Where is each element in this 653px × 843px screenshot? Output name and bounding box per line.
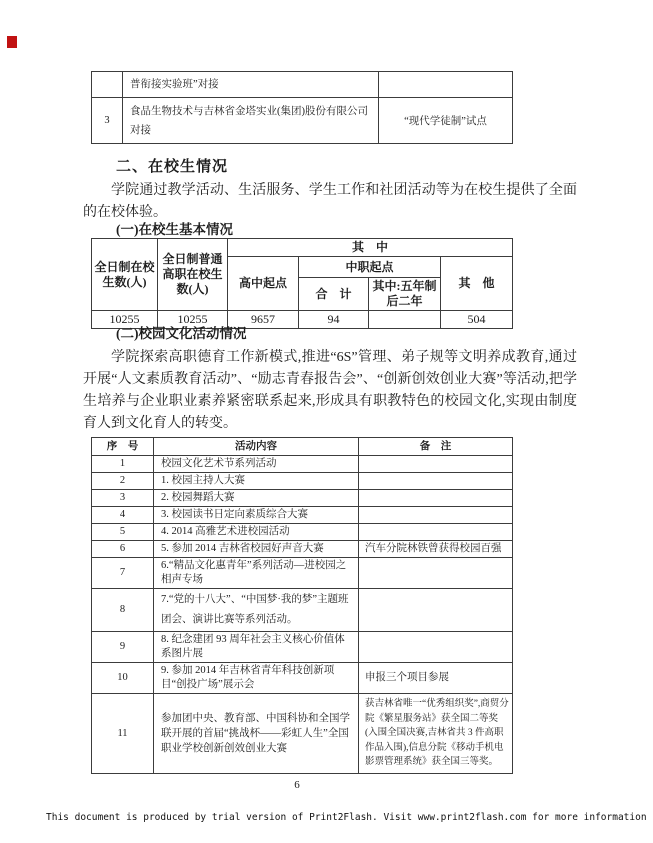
header-total: 合 计 (299, 278, 369, 311)
table-row (92, 589, 513, 632)
value-fiveyear (369, 311, 441, 329)
remark-cell (359, 524, 513, 541)
activity-cell: 2. 校园舞蹈大赛 (154, 490, 359, 507)
activity-cell: 校园文化艺术节系列活动 (154, 456, 359, 473)
serial-cell: 2 (92, 473, 154, 490)
table-row (92, 632, 513, 663)
activity-cell: 3. 校园读书日定向素质综合大赛 (154, 507, 359, 524)
remark-cell (379, 72, 513, 98)
table-row (92, 72, 513, 98)
table-row (92, 456, 513, 473)
remark-cell: 汽车分院林铁曾获得校园百强 (359, 541, 513, 558)
serial-cell: 7 (92, 558, 154, 589)
header-serial: 序 号 (92, 438, 154, 456)
page-marker (7, 36, 17, 48)
header-other: 其 他 (441, 257, 513, 311)
serial-cell: 3 (92, 490, 154, 507)
remark-cell (359, 473, 513, 490)
remark-cell (359, 632, 513, 663)
table-row (92, 490, 513, 507)
serial-cell (92, 72, 123, 98)
table-row (92, 541, 513, 558)
section-intro: 学院通过教学活动、生活服务、学生工作和社团活动等为在校生提供了全面的在校体验。 (83, 183, 577, 220)
value-fulltime: 10255 (92, 311, 158, 329)
header-remark: 备 注 (359, 438, 513, 456)
table-row (92, 524, 513, 541)
activity-cell: 8. 纪念建团 93 周年社会主义核心价值体系图片展 (154, 632, 359, 663)
value-fulltime-vocational: 10255 (158, 311, 228, 329)
serial-cell: 1 (92, 456, 154, 473)
content-cell: 食品生物技术与吉林省金塔实业(集团)股份有限公司对接 (123, 98, 379, 144)
value-other: 504 (441, 311, 513, 329)
table-row (92, 663, 513, 694)
activity-cell: 1. 校园主持人大赛 (154, 473, 359, 490)
serial-cell: 9 (92, 632, 154, 663)
page-number: 6 (294, 779, 300, 791)
serial-cell: 11 (92, 694, 154, 774)
table-row (92, 507, 513, 524)
table-row (92, 473, 513, 490)
table-row (92, 694, 513, 774)
footer-watermark: This document is produced by trial version of Print2Flash. Visit www.print2flash.com for more information (46, 812, 647, 823)
serial-cell: 3 (92, 98, 123, 144)
header-highschool: 高中起点 (228, 257, 299, 311)
remark-cell: 申报三个项目参展 (359, 663, 513, 694)
enrollment-table (91, 238, 513, 329)
activities-table (91, 437, 513, 774)
header-fulltime: 全日制在校生数(人) (92, 239, 158, 311)
activity-cell: 参加团中央、教育部、中国科协和全国学联开展的首届“挑战杯——彩虹人生”全国职业学校创新创效创业大赛 (154, 694, 359, 774)
campus-culture-paragraph: 学院探索高职德育工作新模式,推进“6S”管理、弟子规等文明养成教育,通过开展“人文素质教育活动”、“励志青春报告会”、“创新创效创业大赛”等活动,把学生培养与企业职业素养紧密联系起来,形成具有职教特色的校园文化,实现由制度育人到文化育人的转变。 (83, 350, 577, 431)
header-fulltime-vocational: 全日制普通高职在校生数(人) (158, 239, 228, 311)
remark-cell (359, 558, 513, 589)
table-header-row (92, 239, 513, 257)
header-secondary: 中职起点 (299, 257, 441, 278)
remark-cell: 获吉林省唯一“优秀组织奖”,商贸分院《繁星服务站》获全国二等奖(入围全国决赛,吉林省共 3 件高职作品入围),信息分院《移动手机电影票管理系统》获全国三等奖。 (359, 694, 513, 774)
header-among: 其 中 (228, 239, 513, 257)
subsection-heading-campus-culture: (二)校园文化活动情况 (116, 326, 247, 341)
value-secondary-total: 94 (299, 311, 369, 329)
remark-cell (359, 456, 513, 473)
header-fiveyear: 其中:五年制后二年 (369, 278, 441, 311)
remark-cell: “现代学徒制”试点 (379, 98, 513, 144)
serial-cell: 5 (92, 524, 154, 541)
header-activity: 活动内容 (154, 438, 359, 456)
serial-cell: 6 (92, 541, 154, 558)
remark-cell (359, 589, 513, 632)
activity-cell: 5. 参加 2014 吉林省校园好声音大赛 (154, 541, 359, 558)
section-heading: 二、在校生情况 (116, 158, 229, 175)
serial-cell: 8 (92, 589, 154, 632)
table-header-row (92, 438, 513, 456)
activity-cell: 7.“党的十八大”、“中国梦·我的梦”主题班团会、演讲比赛等系列活动。 (154, 589, 359, 632)
activity-cell: 4. 2014 高雅艺术进校园活动 (154, 524, 359, 541)
table-row (92, 558, 513, 589)
table-row (92, 98, 513, 144)
subsection-heading-basic-info: (一)在校生基本情况 (116, 222, 233, 237)
value-highschool: 9657 (228, 311, 299, 329)
remark-cell (359, 507, 513, 524)
content-cell: 普衔接实验班”对接 (123, 72, 379, 98)
activity-cell: 9. 参加 2014 年吉林省青年科技创新项目“创投广场”展示会 (154, 663, 359, 694)
serial-cell: 10 (92, 663, 154, 694)
remark-cell (359, 490, 513, 507)
cooperation-table (91, 71, 513, 144)
activity-cell: 6.“精品文化惠青年”系列活动—进校园之相声专场 (154, 558, 359, 589)
serial-cell: 4 (92, 507, 154, 524)
